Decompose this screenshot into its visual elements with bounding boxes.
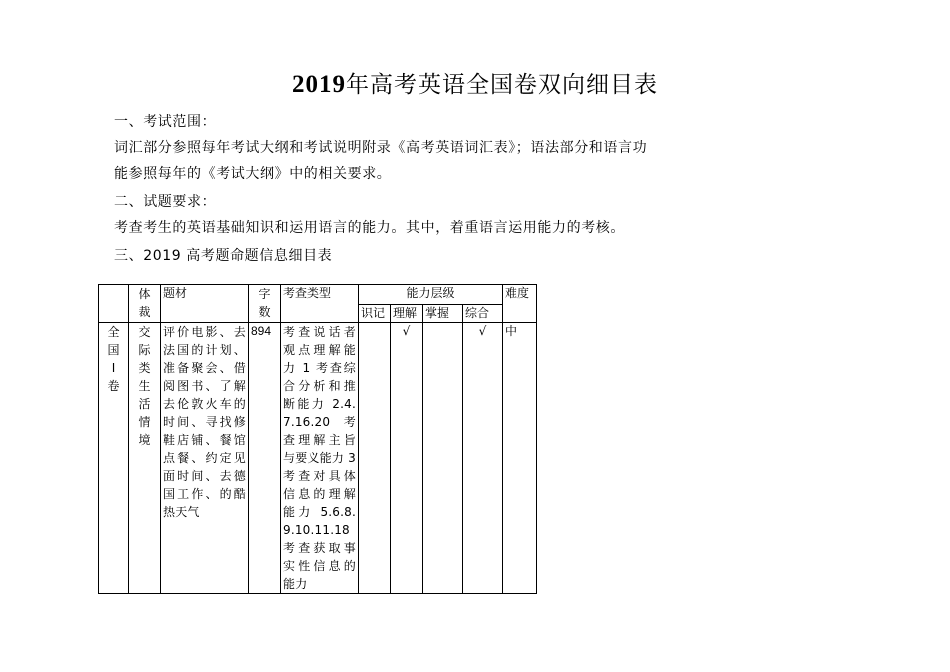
row-difficulty: 中 — [503, 323, 537, 594]
header-material: 题材 — [161, 285, 249, 323]
row-recall — [359, 323, 391, 594]
page-title — [0, 66, 950, 99]
requirements-text: 考查考生的英语基础知识和运用语言的能力。其中，着重语言运用能力的考核。 — [114, 220, 625, 236]
subheader-master: 掌握 — [423, 305, 463, 323]
header-ability-level: 能力层级 — [359, 285, 503, 305]
table-header-row — [99, 285, 537, 305]
table-row — [99, 323, 537, 594]
subheader-understand: 理解 — [391, 305, 423, 323]
row-genre: 交 际 类 生 活 情 境 — [129, 323, 161, 594]
header-word-count: 字 数 — [249, 285, 281, 323]
row-exam-type: 考查说话者观点理解能力 1 考查综合分析和推断能力 2.4.7.16.20 考查理解主旨与要义能力 3 考查对具体信息的理解能力 5.6.8.9.10.11.18 考查获取事实性信息的能力 — [281, 323, 359, 594]
title-text: 年高考英语全国卷双向细目表 — [346, 72, 658, 98]
row-paper: 全 国 I 卷 — [99, 323, 129, 594]
section-heading-requirements: 二、试题要求： — [114, 194, 217, 210]
header-exam-type: 考查类型 — [281, 285, 359, 323]
row-material: 评价电影、去法国的计划、准备聚会、借阅图书、了解去伦敦火车的时间、寻找修鞋店铺、餐馆点餐、约定见面时间、去德国工作、的酷热天气 — [161, 323, 249, 594]
scope-text-line-1: 词汇部分参照每年考试大纲和考试说明附录《高考英语词汇表》；语法部分和语言功 — [114, 140, 648, 156]
section-heading-spec-table: 三、2019 高考题命题信息细目表 — [114, 248, 333, 264]
scope-text-line-2: 能参照每年的《考试大纲》中的相关要求。 — [114, 166, 392, 182]
title-year: 2019 — [292, 71, 346, 98]
row-master — [423, 323, 463, 594]
subheader-comprehensive: 综合 — [463, 305, 503, 323]
row-word-count: 894 — [249, 323, 281, 594]
spec-table — [98, 284, 537, 594]
header-genre: 体 裁 — [129, 285, 161, 323]
row-comprehensive-check: √ — [463, 323, 503, 594]
header-difficulty: 难度 — [503, 285, 537, 323]
header-paper-cell — [99, 285, 129, 323]
subheader-recall: 识记 — [359, 305, 391, 323]
row-understand-check: √ — [391, 323, 423, 594]
section-heading-scope: 一、考试范围： — [114, 114, 217, 130]
